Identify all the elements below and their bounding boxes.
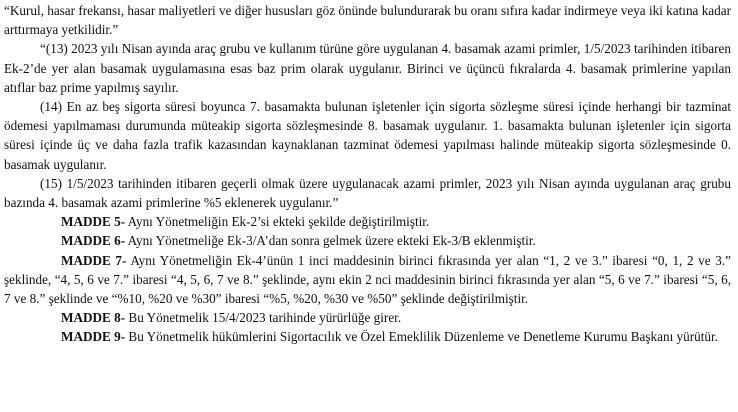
article-text: Bu Yönetmelik hükümlerini Sigortacılık ve Özel Emeklilik Düzenleme ve Denetleme Kurumu Başkanı yürütür. <box>125 329 718 345</box>
article-text: Aynı Yönetmeliğin Ek-4’ünün 1 inci maddesinin birinci fıkrasında yer alan “1, 2 ve 3.” ibaresi “0, 1, 2 ve 3.” şeklinde, “4, 5, 6 ve 7.” ibaresi “4, 5, 6, 7 ve 8.” şeklinde, aynı ekin 2 nci maddesinin birinci fıkrasında yer alan “5, 6 ve 7.” ibaresi “5, 6, 7 ve 8.” şeklinde ve “%10, %20 ve %30” ibaresi “%5, %20, %30 ve %50” şeklinde değiştirilmiştir. <box>4 252 731 307</box>
paragraph-13: “(13) 2023 yılı Nisan ayında araç grubu ve kullanım türüne göre uygulanan 4. basamak azami primler, 1/5/2023 tarihinden itibaren Ek-2’de yer alan basamak uygulamasına esas baz prim olarak uygulanır. Birinci ve üçüncü fıkralarda 4. basamak primlerine yapılan atıflar baz prime yapılmış sayılır. <box>4 41 731 95</box>
article-label: MADDE 6- <box>61 233 126 249</box>
article-text: Aynı Yönetmeliğe Ek-3/A’dan sonra gelmek üzere ekteki Ek-3/B eklenmiştir. <box>125 233 536 249</box>
paragraph-15: (15) 1/5/2023 tarihinden itibaren geçerli olmak üzere uygulanacak azami primler, 2023 yılı Nisan ayında uygulanan araç grubu bazında 4. basamak azami primlerine %5 eklenerek uygulanır.” <box>4 175 731 211</box>
article-text: Bu Yönetmelik 15/4/2023 tarihinde yürürlüğe girer. <box>125 310 402 326</box>
paragraph-14: (14) En az beş sigorta süresi boyunca 7. basamakta bulunan işletenler için sigorta sözleşme süresi içinde herhangi bir tazminat ödemesi yapılmaması durumunda müteakip sigorta sözleşmesinde 8. basamak uygulanır. 1. basamakta bulunan işletenler için sigorta süresi içinde üç ve daha fazla trafik kazasından kaynaklanan tazminat ödemesi yapılması halinde müteakip sigorta sözleşmesinde 0. basamak uygulanır. <box>4 99 731 172</box>
paragraph-kurul: “Kurul, hasar frekansı, hasar maliyetleri ve diğer hususları göz önünde bulundurarak bu oranı sıfıra kadar indirmeye veya iki katına kadar arttırmaya yetkilidir.” <box>4 3 731 38</box>
article-text: Aynı Yönetmeliğin Ek-2’si ekteki şekilde değiştirilmiştir. <box>125 214 430 230</box>
article-5 <box>4 212 731 231</box>
article-label: MADDE 9- <box>61 329 126 345</box>
article-7 <box>4 251 731 309</box>
article-9 <box>4 327 731 346</box>
article-label: MADDE 5- <box>61 214 126 230</box>
article-label: MADDE 7- <box>61 252 127 268</box>
article-6 <box>4 231 731 250</box>
article-label: MADDE 8- <box>61 310 126 326</box>
article-8 <box>4 308 731 327</box>
